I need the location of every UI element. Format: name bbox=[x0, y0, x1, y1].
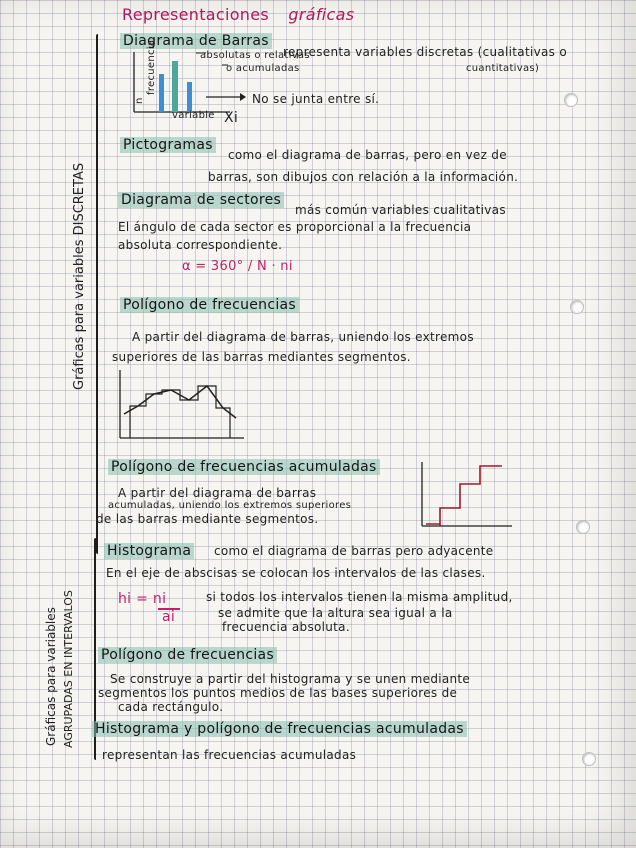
poly-cum-text-1: A partir del diagrama de barras bbox=[118, 486, 317, 500]
poly-heading-text: Polígono de frecuencias bbox=[120, 297, 299, 313]
poly-text-2: superiores de las barras mediantes segmentos. bbox=[112, 350, 411, 364]
poly-cum-text-3: de las barras mediante segmentos. bbox=[96, 512, 319, 526]
bar-axis-y-label: frecuencia bbox=[146, 39, 157, 95]
section2-side-label-2: AGRUPADAS EN INTERVALOS bbox=[62, 590, 75, 748]
bar-legend-2: o acumuladas bbox=[226, 63, 300, 74]
poly2-text-2: segmentos los puntos medios de las bases superiores de bbox=[98, 686, 458, 700]
poly-diagram bbox=[116, 368, 246, 444]
hist-text-4: se admite que la altura sea igual a la bbox=[218, 606, 453, 620]
bar-axis-x-symbol: Xi bbox=[224, 110, 239, 126]
bar-axis-x-label: variable bbox=[172, 110, 215, 121]
section1-bracket bbox=[96, 34, 98, 554]
hist-text-3: si todos los intervalos tienen la misma amplitud, bbox=[206, 590, 513, 604]
hist-text-2: En el eje de abscisas se colocan los intervalos de las clases. bbox=[106, 566, 486, 580]
bar-heading-text: Diagrama de Barras bbox=[120, 33, 272, 49]
poly-cum-steps bbox=[426, 466, 502, 524]
hist-text-1: como el diagrama de barras pero adyacente bbox=[214, 544, 494, 558]
picto-heading-text: Pictogramas bbox=[120, 137, 216, 153]
bar-text-1: representa variables discretas (cualitativas o bbox=[283, 45, 567, 59]
sectors-heading bbox=[118, 193, 284, 207]
hist-cum-heading-text: Histograma y polígono de frecuencias acumuladas bbox=[92, 721, 467, 737]
poly2-text-1: Se construye a partir del histograma y se unen mediante bbox=[110, 672, 471, 686]
hist-cum-text-1: representan las frecuencias acumuladas bbox=[102, 748, 357, 762]
binder-hole bbox=[570, 300, 584, 314]
bar-heading bbox=[120, 34, 272, 48]
sectors-text-0: más común variables cualitativas bbox=[295, 203, 506, 217]
bar-arrow bbox=[206, 92, 246, 102]
poly2-heading bbox=[98, 648, 277, 662]
hist-heading bbox=[104, 544, 194, 558]
bar-legend-1: absolutas o relativas bbox=[200, 50, 310, 61]
poly-heading bbox=[120, 298, 299, 312]
binder-hole bbox=[564, 93, 578, 107]
poly-cum-text-2: acumuladas, uniendo los extremos superiores bbox=[108, 500, 352, 511]
hist-text-5: frecuencia absoluta. bbox=[222, 620, 350, 634]
page-title bbox=[122, 5, 355, 24]
section1-side-label: Gráficas para variables DISCRETAS bbox=[72, 162, 87, 390]
hist-heading-text: Histograma bbox=[104, 543, 194, 559]
sectors-formula: α = 360° / N · ni bbox=[182, 259, 293, 274]
poly-bars bbox=[130, 386, 230, 438]
poly-cum-diagram bbox=[418, 460, 514, 530]
bar-axis-y-symbol: n bbox=[134, 97, 145, 104]
bar-note: No se junta entre sí. bbox=[252, 92, 380, 106]
bar-text-2: cuantitativas) bbox=[466, 63, 540, 74]
poly2-text-3: cada rectángulo. bbox=[118, 700, 224, 714]
poly-cum-heading-text: Polígono de frecuencias acumuladas bbox=[108, 459, 380, 475]
section2-side-label-1: Gráficas para variables bbox=[44, 607, 58, 746]
picto-heading bbox=[120, 138, 216, 152]
poly2-heading-text: Polígono de frecuencias bbox=[98, 647, 277, 663]
title-italic: gráficas bbox=[288, 5, 355, 24]
bar-1 bbox=[159, 74, 164, 112]
poly-text-1: A partir del diagrama de barras, uniendo los extremos bbox=[132, 330, 474, 344]
bar-2 bbox=[172, 61, 178, 112]
picto-text-2: barras, son dibujos con relación a la información. bbox=[208, 170, 519, 184]
bar-3 bbox=[187, 82, 192, 112]
sectors-text-2: absoluta correspondiente. bbox=[118, 238, 283, 252]
sectors-heading-text: Diagrama de sectores bbox=[118, 192, 284, 208]
picto-text-1: como el diagrama de barras, pero en vez de bbox=[228, 148, 507, 162]
hist-formula-top: hi = ni bbox=[118, 591, 167, 607]
binder-hole bbox=[576, 520, 590, 534]
title-main: Representaciones bbox=[122, 5, 270, 24]
hist-formula-bottom: ai bbox=[162, 609, 176, 625]
hist-cum-heading bbox=[92, 722, 467, 736]
poly-cum-heading bbox=[108, 460, 380, 474]
sectors-text-1: El ángulo de cada sector es proporcional a la frecuencia bbox=[118, 220, 472, 234]
binder-hole bbox=[582, 752, 596, 766]
